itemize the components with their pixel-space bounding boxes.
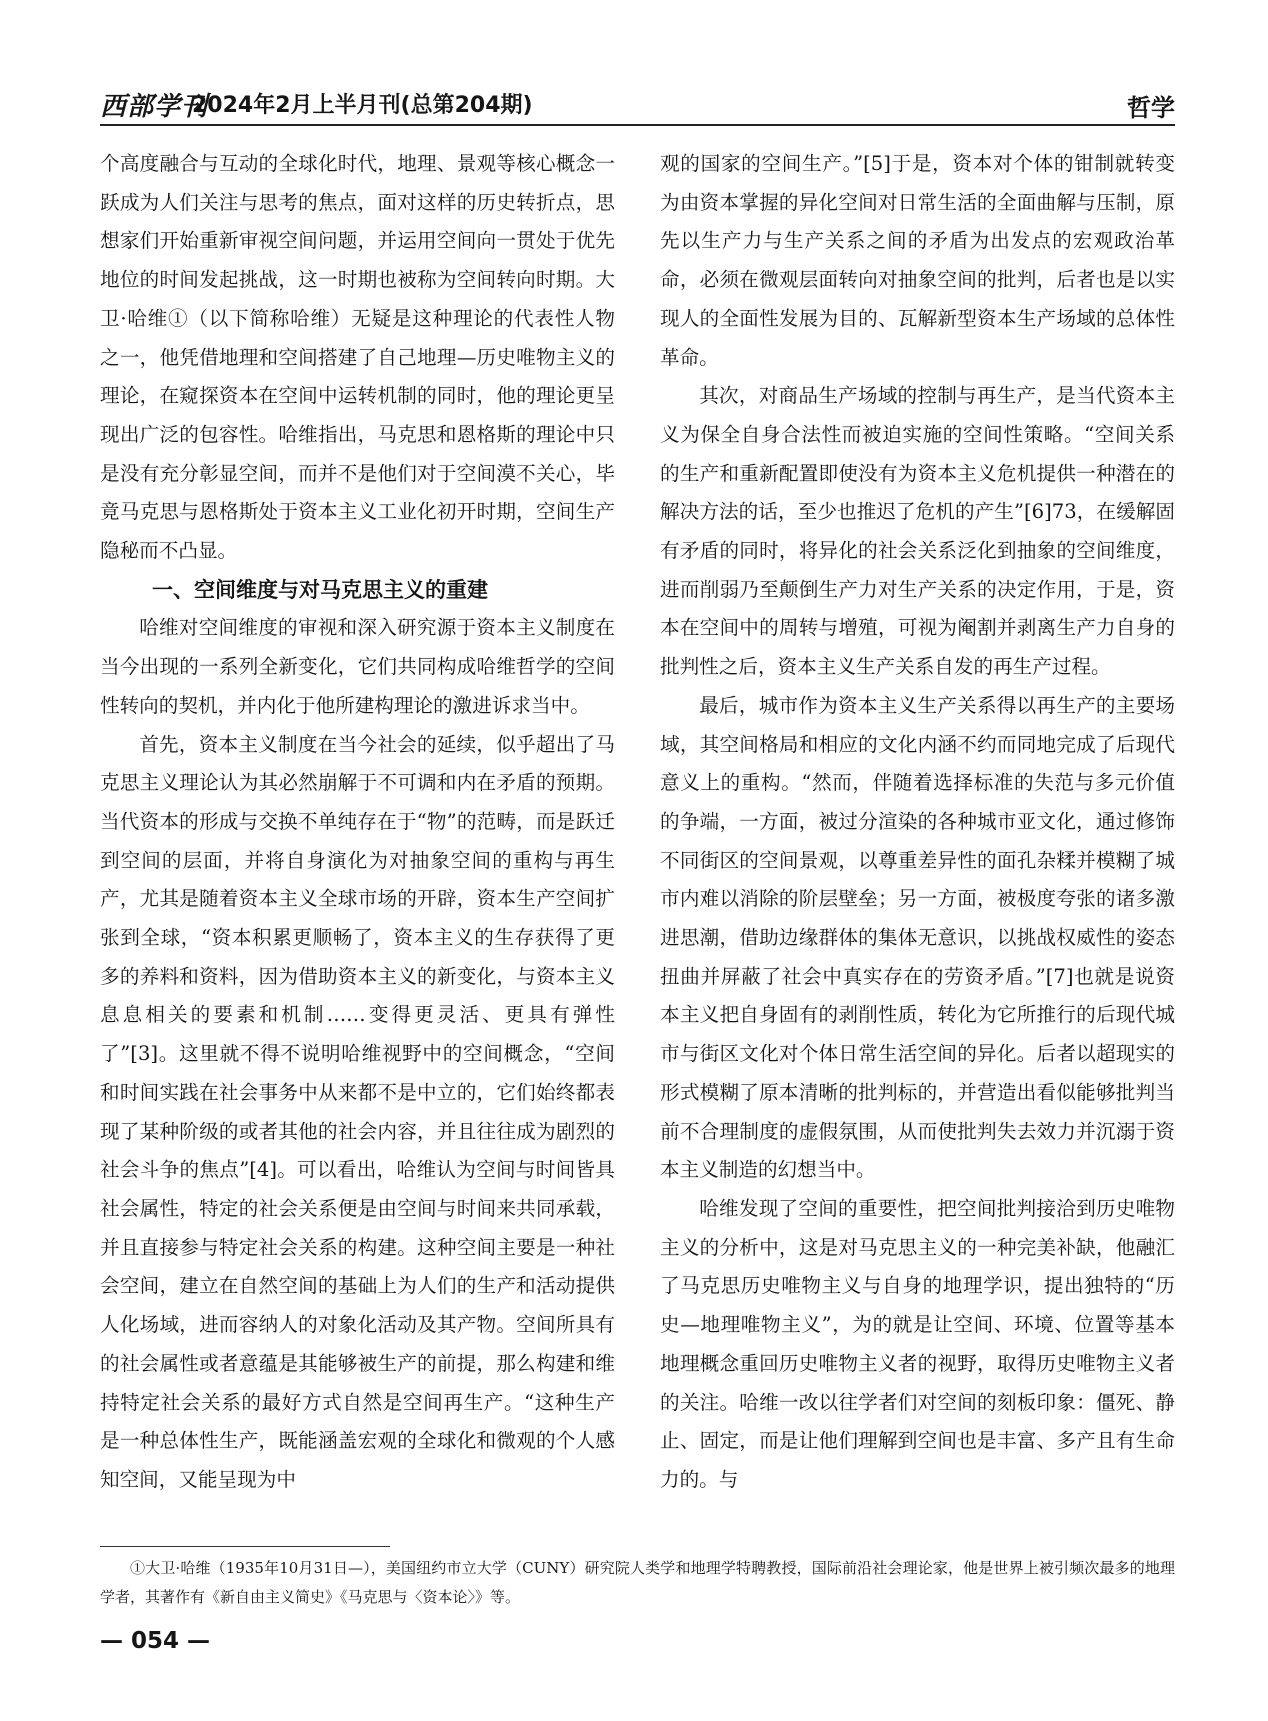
page-header [100,86,1175,122]
paragraph: 首先，资本主义制度在当今社会的延续，似乎超出了马克思主义理论认为其必然崩解于不可调和内在矛盾的预期。当代资本的形成与交换不单纯存在于“物”的范畴，而是跃迁到空间的层面，并将自身演化为对抽象空间的重构与再生产，尤其是随着资本主义全球市场的开辟，资本生产空间扩张到全球，“资本积累更顺畅了，资本主义的生存获得了更多的养料和资料，因为借助资本主义的新变化，与资本主义息息相关的要素和机制……变得更灵活、更具有弹性了”[3]。这里就不得不说明哈维视野中的空间概念，“空间和时间实践在社会事务中从来都不是中立的，它们始终都表现了某种阶级的或者其他的社会内容，并且往往成为剧烈的社会斗争的焦点”[4]。可以看出，哈维认为空间与时间皆具社会属性，特定的社会关系便是由空间与时间来共同承载，并且直接参与特定社会关系的构建。这种空间主要是一种社会空间，建立在自然空间的基础上为人们的生产和活动提供人化场域，进而容纳人的对象化活动及其产物。空间所具有的社会属性或者意蕴是其能够被生产的前提，那么构建和维持特定社会关系的最好方式自然是空间再生产。“这种生产是一种总体性生产，既能涵盖宏观的全球化和微观的个人感知空间，又能呈现为中 [100,732,615,1491]
paragraph: 个高度融合与互动的全球化时代，地理、景观等核心概念一跃成为人们关注与思考的焦点，面对这样的历史转折点，思想家们开始重新审视空间问题，并运用空间向一贯处于优先地位的时间发起挑战，这一时期也被称为空间转向时期。大卫·哈维①（以下简称哈维）无疑是这种理论的代表性人物之一，他凭借地理和空间搭建了自己地理—历史唯物主义的理论，在窥探资本在空间中运转机制的同时，他的理论更呈现出广泛的包容性。哈维指出，马克思和恩格斯的理论中只是没有充分彰显空间，而并不是他们对于空间漠不关心，毕竟马克思与恩格斯处于资本主义工业化初开时期，空间生产隐秘而不凸显。 [100,152,615,563]
paragraph: 其次，对商品生产场域的控制与再生产，是当代资本主义为保全自身合法性而被迫实施的空间性策略。“空间关系的生产和重新配置即使没有为资本主义危机提供一种潜在的解决方法的话，至少也推迟了危机的产生”[6]73，在缓解固有矛盾的同时，将异化的社会关系泛化到抽象的空间维度，进而削弱乃至颠倒生产力对生产关系的决定作用，于是，资本在空间中的周转与增殖，可视为阉割并剥离生产力自身的批判性之后，资本主义生产关系自发的再生产过程。 [660,384,1175,679]
right-column [660,145,1175,1500]
paragraph: 最后，城市作为资本主义生产关系得以再生产的主要场域，其空间格局和相应的文化内涵不约而同地完成了后现代意义上的重构。“然而，伴随着选择标准的失范与多元价值的争端，一方面，被过分渲染的各种城市亚文化，通过修饰不同街区的空间景观，以尊重差异性的面孔杂糅并模糊了城市内难以消除的阶层壁垒；另一方面，被极度夸张的诸多激进思潮，借助边缘群体的集体无意识，以挑战权威性的姿态扭曲并屏蔽了社会中真实存在的劳资矛盾。”[7]也就是说资本主义把自身固有的剥削性质，转化为它所推行的后现代城市与街区文化对个体日常生活空间的异化。后者以超现实的形式模糊了原本清晰的批判标的，并营造出看似能够批判当前不合理制度的虚假氛围，从而使批判失去效力并沉溺于资本主义制造的幻想当中。 [660,693,1175,1182]
paragraph: 哈维对空间维度的审视和深入研究源于资本主义制度在当今出现的一系列全新变化，它们共同构成哈维哲学的空间性转向的契机，并内化于他所建构理论的激进诉求当中。 [100,616,615,717]
paragraph: 观的国家的空间生产。”[5]于是，资本对个体的钳制就转变为由资本掌握的异化空间对日常生活的全面曲解与压制，原先以生产力与生产关系之间的矛盾为出发点的宏观政治革命，必须在微观层面转向对抽象空间的批判，后者也是以实现人的全面性发展为目的、瓦解新型资本生产场域的总体性革命。 [660,152,1175,369]
header-divider [100,124,1175,126]
footnote: ①大卫·哈维（1935年10月31日—），美国纽约市立大学（CUNY）研究院人类学和地理学特聘教授，国际前沿社会理论家，他是世界上被引频次最多的地理学者，其著作有《新自由主义简史》《马克思与〈资本论〉》等。 [100,1559,1175,1606]
journal-logo: 西部学刊 [100,92,209,122]
section-heading: 一、空间维度与对马克思主义的重建 [152,577,488,602]
issue-info: 2024年2月上半月刊(总第204期) [192,93,533,118]
footnote-divider [100,1546,390,1547]
paragraph: 哈维发现了空间的重要性，把空间批判接洽到历史唯物主义的分析中，这是对马克思主义的一种完美补缺，他融汇了马克思历史唯物主义与自身的地理学识，提出独特的“历史—地理唯物主义”，为的就是让空间、环境、位置等基本地理概念重回历史唯物主义者的视野，取得历史唯物主义者的关注。哈维一改以往学者们对空间的刻板印象：僵死、静止、固定，而是让他们理解到空间也是丰富、多产且有生命力的。与 [660,1196,1175,1491]
left-column [100,145,615,1500]
section-label: 哲学 [1127,94,1175,122]
page-number: — 054 — [100,1628,211,1654]
